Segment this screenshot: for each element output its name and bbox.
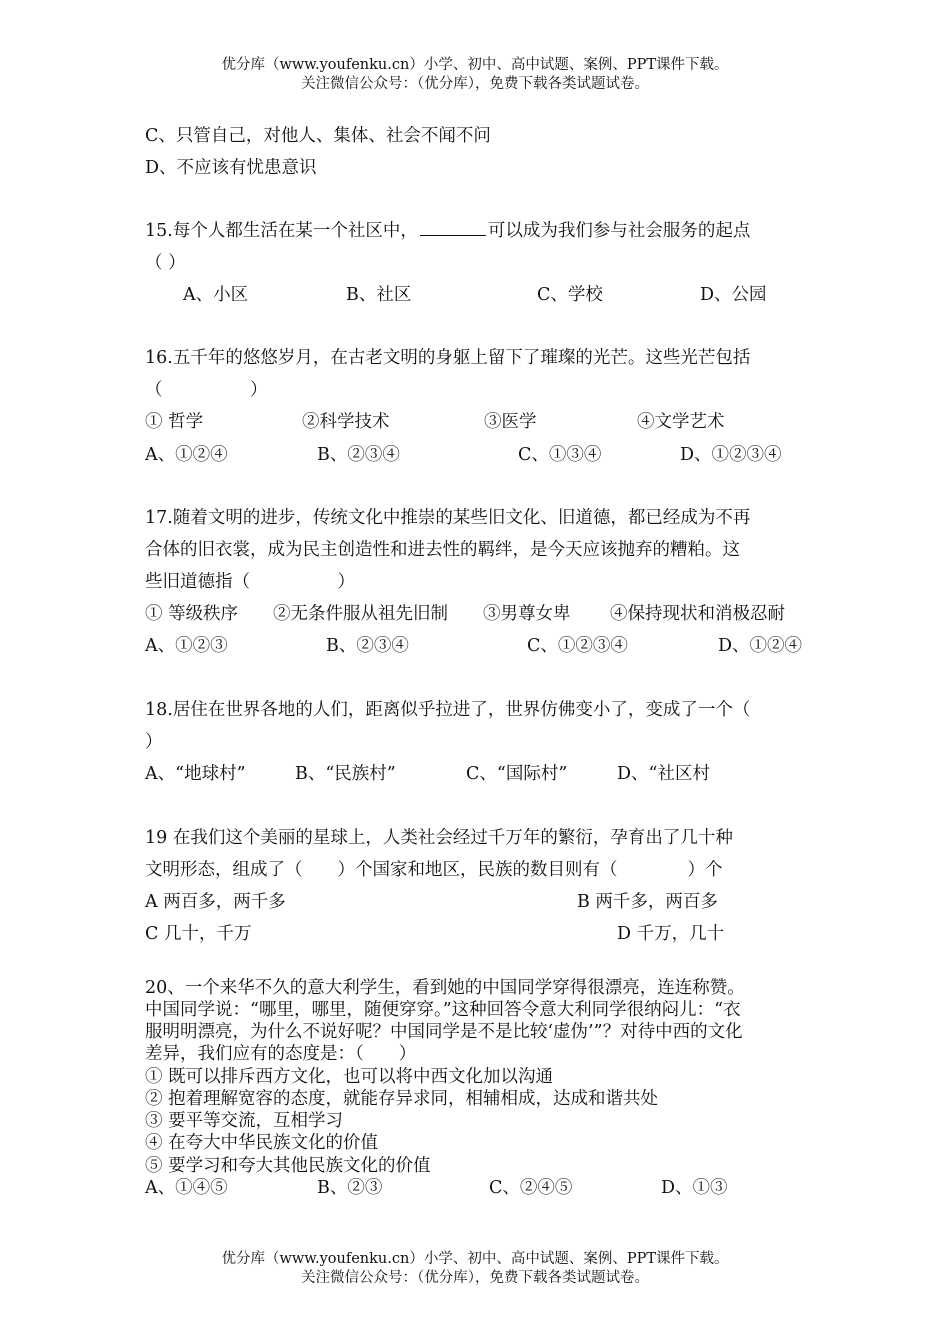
q16-option-a: A、①②④ [145, 445, 228, 465]
q15-stem-before: 15.每个人都生活在某一个社区中， [145, 221, 418, 241]
q20-item-5: ⑤ 要学习和夸大其他民族文化的价值 [145, 1156, 431, 1176]
q19-option-c: C 几十，千万 [145, 924, 252, 944]
q20-line-2: 中国同学说：“哪里，哪里，随便穿穿。”这种回答令意大利同学很纳闷儿：“衣 [145, 1000, 741, 1020]
q19-option-a: A 两百多，两千多 [145, 892, 286, 912]
q17-option-a: A、①②③ [145, 636, 228, 656]
q20-option-c: C、②④⑤ [489, 1178, 573, 1198]
q20-line-4: 差异，我们应有的态度是：（ ） [145, 1044, 417, 1064]
q18-option-d: D、“社区村 [617, 764, 710, 784]
q17-item-2: ②无条件服从祖先旧制 [273, 604, 448, 624]
q15-stem-after: 可以成为我们参与社会服务的起点 [487, 221, 751, 241]
q17-line-3: 些旧道德指（ ） [145, 572, 355, 592]
header-line-2: 关注微信公众号：（优分库），免费下载各类试题试卷。 [301, 76, 649, 92]
q19-line-2: 文明形态，组成了（ ）个国家和地区，民族的数目则有（ ）个 [145, 860, 723, 880]
q16-option-d: D、①②③④ [680, 445, 782, 465]
q20-item-1: ① 既可以排斥西方文化，也可以将中西文化加以沟通 [145, 1067, 554, 1087]
q17-line-2: 合体的旧衣裳，成为民主创造性和进去性的羁绊，是今天应该抛弃的糟粕。这 [145, 540, 740, 560]
q20-option-b: B、②③ [317, 1178, 383, 1198]
q17-item-3: ③男尊女卑 [483, 604, 571, 624]
q20-line-1: 20、一个来华不久的意大利学生，看到她的中国同学穿得很漂亮，连连称赞。 [145, 978, 745, 998]
q17-line-1: 17.随着文明的进步，传统文化中推崇的某些旧文化、旧道德，都已经成为不再 [145, 508, 751, 528]
q20-item-4: ④ 在夸大中华民族文化的价值 [145, 1133, 379, 1153]
q19-line-1: 19 在我们这个美丽的星球上，人类社会经过千万年的繁衍，孕育出了几十种 [145, 828, 733, 848]
q20-item-3: ③ 要平等交流，互相学习 [145, 1111, 344, 1131]
q17-item-1: ① 等级秩序 [145, 604, 239, 624]
q14-option-c: C、只管自己，对他人、集体、社会不闻不问 [145, 126, 491, 146]
q20-item-2: ② 抱着理解宽容的态度，就能存异求同，相辅相成，达成和谐共处 [145, 1089, 659, 1109]
page-footer [0, 1250, 950, 1288]
footer-line-2: 关注微信公众号：（优分库），免费下载各类试题试卷。 [301, 1270, 649, 1286]
q16-item-3: ③医学 [484, 412, 537, 432]
q16-paren: （ ） [145, 380, 268, 400]
q15-option-d: D、公园 [700, 285, 767, 305]
q17-item-4: ④保持现状和消极忍耐 [610, 604, 785, 624]
q16-item-1: ① 哲学 [145, 412, 204, 432]
q15-paren: （ ） [145, 253, 186, 273]
q16-option-b: B、②③④ [317, 445, 400, 465]
q17-option-c: C、①②③④ [527, 636, 628, 656]
q19-option-b: B 两千多，两百多 [577, 892, 718, 912]
q18-line-2: ） [145, 732, 163, 752]
q15-option-a: A、小区 [183, 285, 249, 305]
q18-option-c: C、“国际村” [466, 764, 568, 784]
q18-option-b: B、“民族村” [295, 764, 396, 784]
q16-item-4: ④文学艺术 [637, 412, 725, 432]
q17-option-b: B、②③④ [326, 636, 409, 656]
q18-line-1: 18.居住在世界各地的人们，距离似乎拉进了，世界仿佛变小了，变成了一个（ [145, 700, 751, 720]
page-header [0, 56, 950, 94]
q16-stem: 16.五千年的悠悠岁月，在古老文明的身躯上留下了璀璨的光芒。这些光芒包括 [145, 348, 751, 368]
footer-line-1: 优分库（www.youfenku.cn）小学、初中、高中试题、案例、PPT课件下载。 [221, 1251, 729, 1267]
q15-option-b: B、社区 [346, 285, 412, 305]
q20-option-d: D、①③ [661, 1178, 728, 1198]
header-line-1: 优分库（www.youfenku.cn）小学、初中、高中试题、案例、PPT课件下载。 [221, 57, 729, 73]
q20-line-3: 服明明漂亮，为什么不说好呢？中国同学是不是比较‘虚伪’”？对待中西的文化 [145, 1022, 743, 1042]
q14-option-d: D、不应该有忧患意识 [145, 158, 317, 178]
q15-blank [420, 221, 486, 236]
q15-option-c: C、学校 [537, 285, 603, 305]
q18-option-a: A、“地球村” [145, 764, 246, 784]
q16-option-c: C、①③④ [518, 445, 602, 465]
q17-option-d: D、①②④ [718, 636, 803, 656]
q15-stem [145, 220, 750, 242]
q20-option-a: A、①④⑤ [145, 1178, 228, 1198]
q16-item-2: ②科学技术 [302, 412, 390, 432]
q19-option-d: D 千万，几十 [617, 924, 725, 944]
